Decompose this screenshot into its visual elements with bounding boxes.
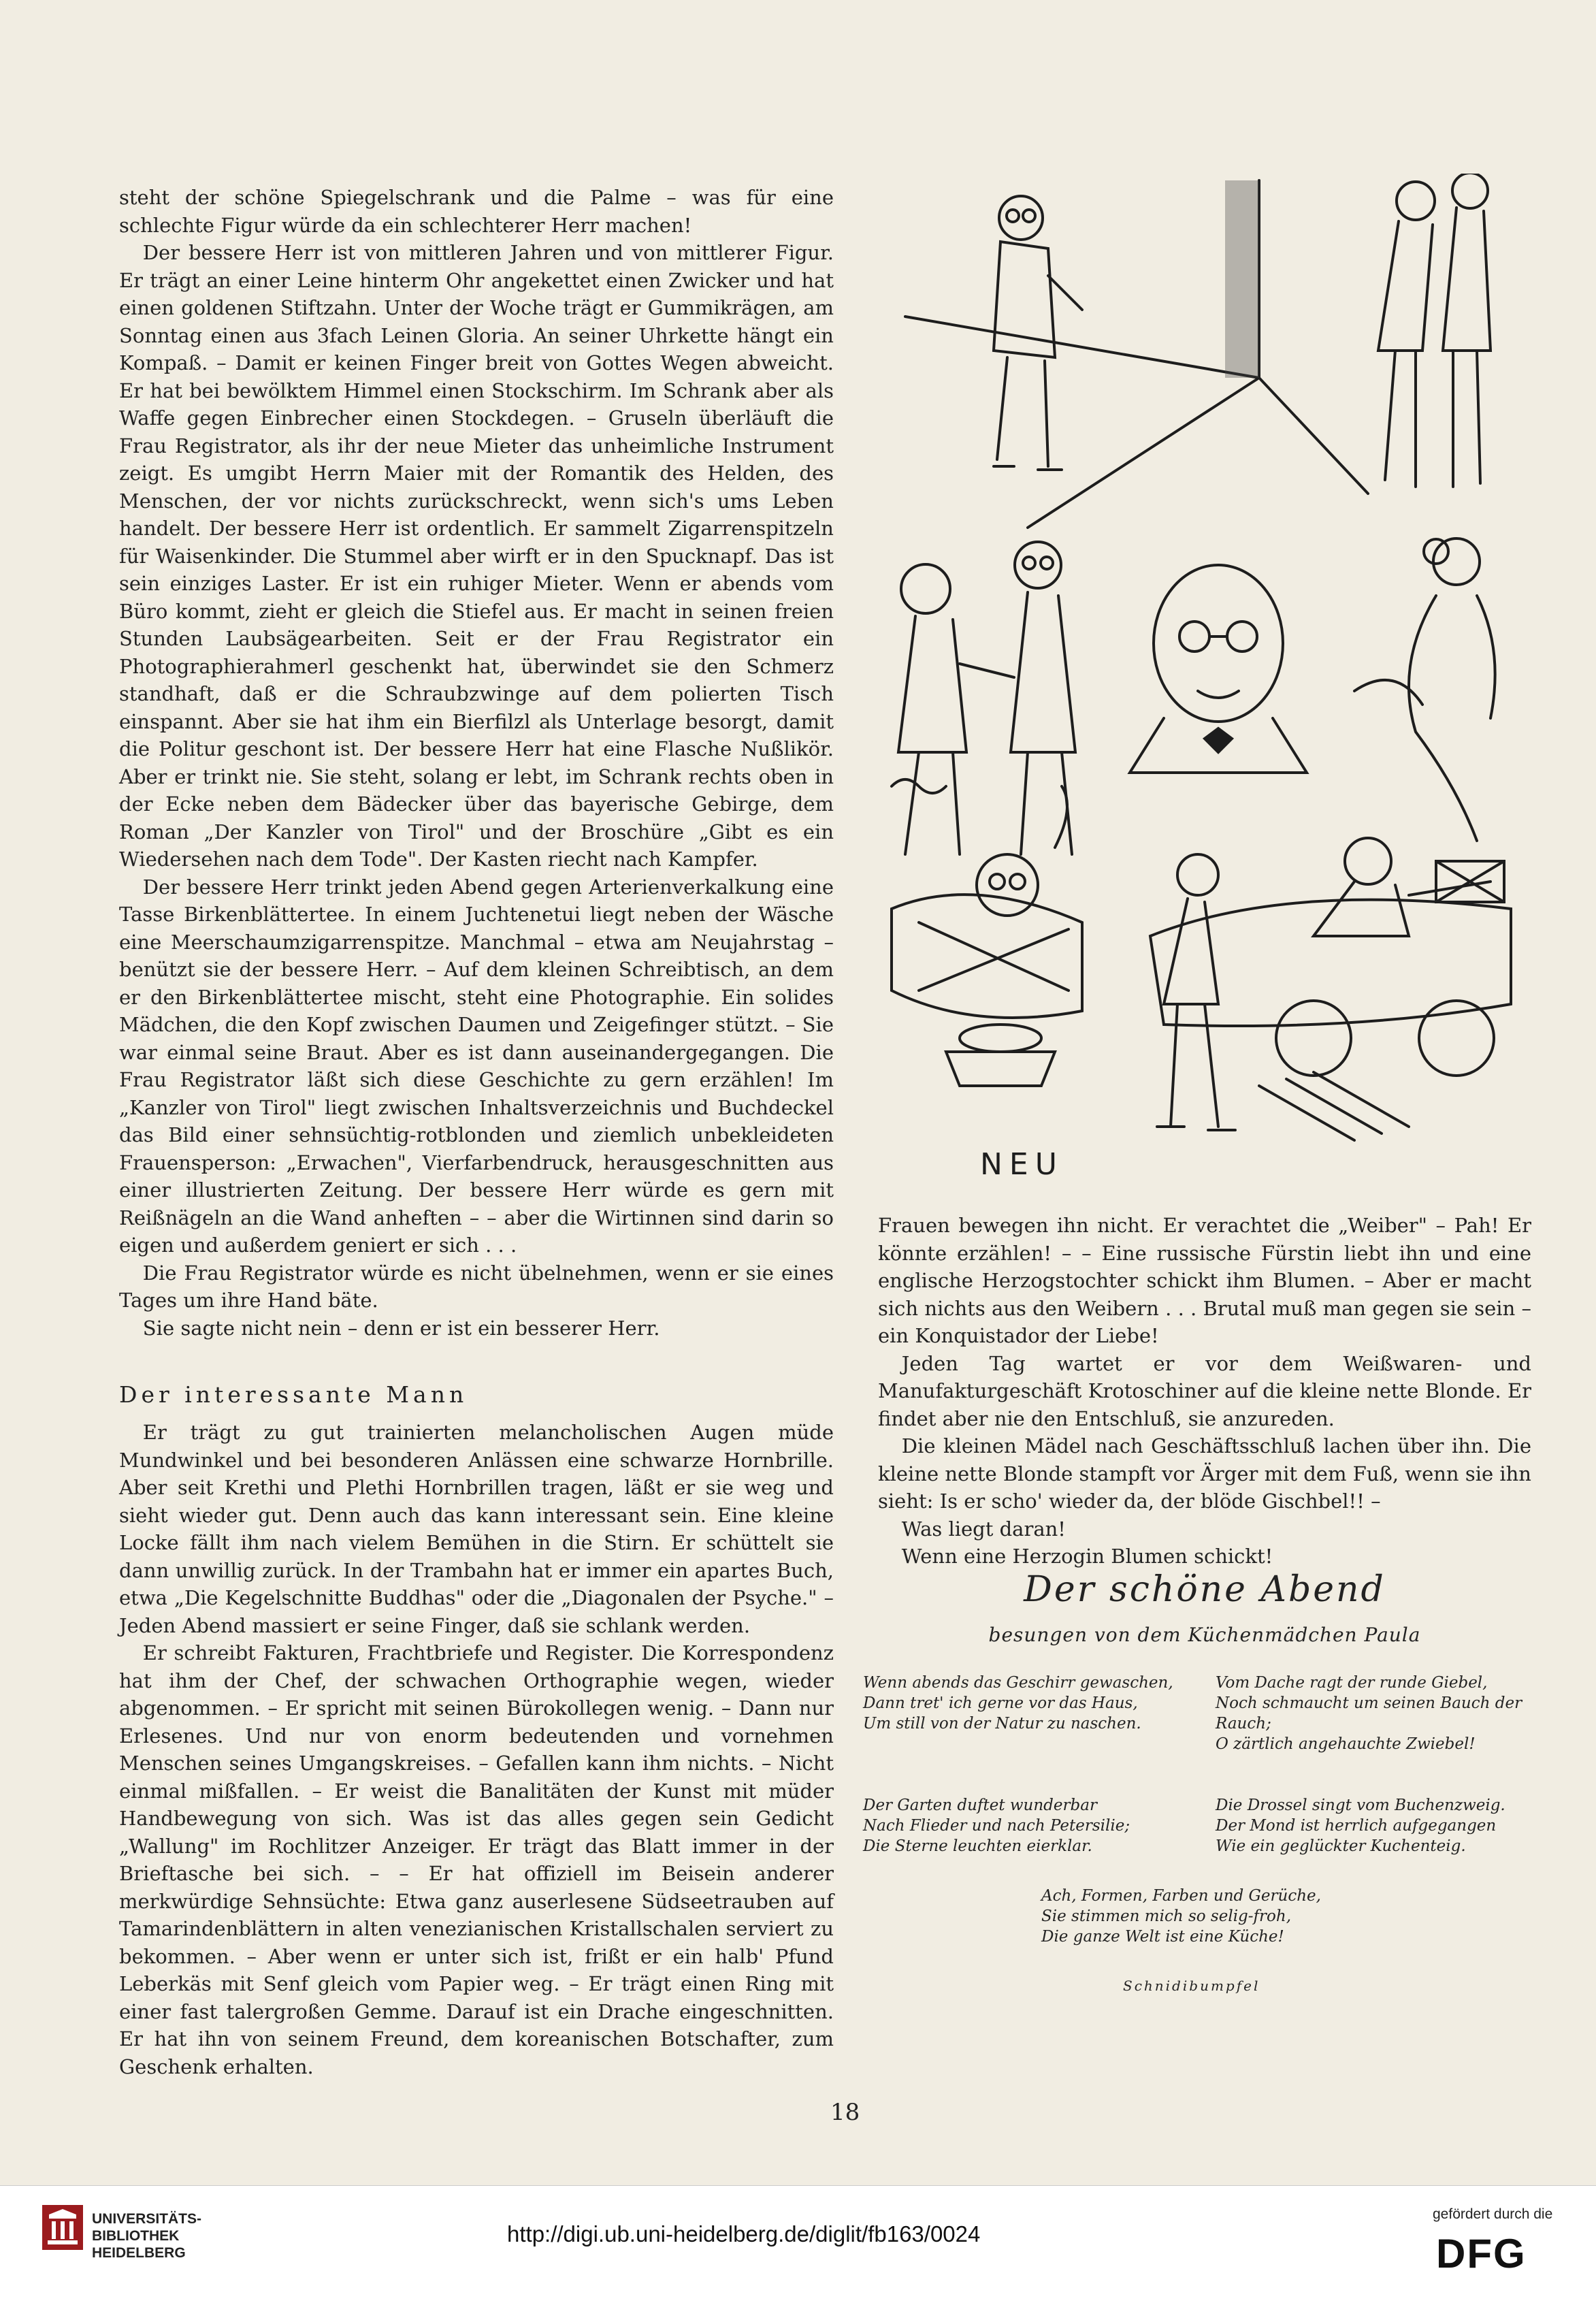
poem-stanza: Der Garten duftet wunderbar Nach Flieder und nach Petersilie; Die Sterne leuchten eierklar.: [863, 1797, 1130, 1855]
paragraph: Wenn eine Herzogin Blumen schickt!: [901, 1545, 1273, 1568]
paragraph: Sie sagte nicht nein – denn er ist ein besserer Herr.: [142, 1316, 660, 1340]
footer-bar: [0, 2185, 1596, 2303]
paragraph: Er trägt zu gut trainierten melancholischen Augen müde Mundwinkel und bei besonderen Anlässen eine schwarze Hornbrille. Aber seit Krethi und Plethi Hornbrillen tragen, läßt er sie weg und sieht wieder gut. Denn auch das kann interessant sein. Eine kleine Locke fällt ihm nach vielem Bemühen in die Stirn. Er schüttelt sie dann unwillig zurück. In der Trambahn hat er immer ein apartes Buch, etwa „Die Kegelschnitte Buddhas" oder die „Diagonalen der Psyche." – Jeden Abend massiert er seine Finger, daß sie schlank werden.: [119, 1421, 834, 1637]
caricature-illustration: [878, 174, 1531, 1195]
paragraph: steht der schöne Spiegelschrank und die Palme – was für eine schlechte Figur würde da ein schlechterer Herr machen!: [119, 186, 834, 237]
paragraph: Frauen bewegen ihn nicht. Er verachtet die „Weiber" – Pah! Er könnte erzählen! – – Eine russische Fürstin liebt ihn und eine englische Herzogstochter schickt ihm Blumen. – Aber er macht sich nichts aus den Weibern . . . Brutal muß man gegen sie sein – ein Konquistador der Liebe!: [878, 1214, 1531, 1347]
university-library-logo-icon: [42, 2205, 83, 2250]
source-url-link[interactable]: http://digi.ub.uni-heidelberg.de/diglit/fb163/0024: [507, 2221, 981, 2246]
paragraph: Was liegt daran!: [901, 1517, 1066, 1541]
funded-by-label: gefördert durch die: [1433, 2206, 1553, 2222]
paragraph: Die kleinen Mädel nach Geschäftsschluß lachen über ihn. Die kleine nette Blonde stampft vor Ärger mit dem Fuß, wenn sie ihn sieht: Is er scho' wieder da, der blöde Gischbel!! –: [878, 1434, 1531, 1513]
dfg-logo: DFG: [1436, 2231, 1527, 2276]
paragraph: Die Frau Registrator würde es nicht übelnehmen, wenn er sie eines Tages um ihre Hand bäte.: [119, 1261, 834, 1312]
paragraph: Jeden Tag wartet er vor dem Weißwaren- und Manufakturgeschäft Krotoschiner auf die kleine nette Blonde. Er findet aber nie den Entschluß, sie anzureden.: [878, 1351, 1531, 1430]
library-name-line: BIBLIOTHEK: [92, 2228, 180, 2244]
poem-stanza: Die Drossel singt vom Buchenzweig. Der Mond ist herrlich aufgegangen Wie ein geglückter Kuchenteig.: [1216, 1797, 1505, 1855]
illustration-drawing: [878, 174, 1531, 1195]
illustration-signature: NEU: [980, 1147, 1064, 1182]
poem-subtitle: besungen von dem Küchenmädchen Paula: [988, 1624, 1421, 1646]
library-name: [92, 2210, 201, 2261]
poem-author: Schnidibumpfel: [1123, 1978, 1260, 1994]
poem-stanza: Ach, Formen, Farben und Gerüche, Sie stimmen mich so selig-froh, Die ganze Welt ist eine Küche!: [1041, 1887, 1321, 1946]
paragraph: Er schreibt Fakturen, Frachtbriefe und Register. Die Korrespondenz hat ihm der Chef, der schwachen Orthographie wegen, wieder abgenommen. – Er spricht mit seinen Bürokollegen wenig. – Dann nur Erlesenes. Und nur von enorm bedeutenden und vornehmen Menschen seines Umgangskreises. – Gefallen kann ihm nichts. – Nicht einmal mißfallen. – Er weist die Banalitäten der Kunst mit müder Handbewegung von sich. Was ist das alles gegen sein Gedicht „Wallung" im Rochlitzer Anzeiger. Er trägt das Blatt immer in der Brieftasche bei sich. – – Er hat offiziell im Beisein anderer merkwürdige Sehnsüchte: Etwa ganz auserlesene Südseetrauben auf Tamarindenblättern in alten venezianischen Kristallschalen serviert zu bekommen. – Aber wenn er unter sich ist, frißt er ein halb' Pfund Leberkäs mit Senf gleich vom Papier weg. – Er trägt einen Ring mit einer fast talergroßen Gemme. Darauf ist ein Drache eingeschnitten. Er hat ihn von seinem Freund, dem koreanischen Botschafter, zum Geschenk erhalten.: [119, 1641, 834, 2078]
poem-stanza: Vom Dache ragt der runde Giebel, Noch schmaucht um seinen Bauch der Rauch; O zärtlich angehauchte Zwiebel!: [1216, 1674, 1522, 1753]
library-name-line: HEIDELBERG: [92, 2245, 186, 2261]
poem-stanza: Wenn abends das Geschirr gewaschen, Dann tret' ich gerne vor das Haus, Um still von der Natur zu naschen.: [863, 1674, 1173, 1733]
poem-title: Der schöne Abend: [1024, 1569, 1386, 1610]
library-name-line: UNIVERSITÄTS-: [92, 2211, 202, 2227]
page-number: 18: [830, 2099, 860, 2126]
right-column: [878, 1212, 1531, 1571]
paragraph: Der bessere Herr ist von mittleren Jahren und von mittlerer Figur. Er trägt an einer Leine hinterm Ohr angekettet einen Zwicker und hat einen goldenen Stiftzahn. Unter der Woche trägt er Gummikrägen, am Sonntag einen aus 3fach Leinen Gloria. An seiner Uhrkette hängt ein Kompaß. – Damit er keinen Finger breit von Gottes Wegen abweicht. Er hat bei bewölktem Himmel einen Stockschirm. Im Schrank aber als Waffe gegen Einbrecher einen Stockdegen. – Gruseln überläuft die Frau Registrator, als ihr der neue Mieter das unheimliche Instrument zeigt. Es umgibt Herrn Maier mit der Romantik des Helden, des Menschen, der vor nichts zurückschreckt, wenn sich's ums Leben handelt. Der bessere Herr ist ordentlich. Er sammelt Zigarrenspitzeln für Waisenkinder. Die Stummel aber wirft er in den Spucknapf. Das ist sein einziges Laster. Er ist ein ruhiger Mieter. Wenn er abends vom Büro kommt, zieht er gleich die Stiefel aus. Er macht in seinen freien Stunden Laubsägearbeiten. Seit er der Frau Registrator ein Photographierahmerl geschenkt hat, überwindet sie den Schmerz standhaft, daß er die Schraubzwinge auf dem polierten Tisch einspannt. Aber sie hat ihm ein Bierfilzl als Unterlage besorgt, damit die Politur geschont ist. Der bessere Herr hat eine Flasche Nußlikör. Aber er trinkt nie. Sie steht, solang er lebt, im Schrank rechts oben in der Ecke neben dem Bädecker über das bayerische Gebirge, dem Roman „Der Kanzler von Tirol" und der Broschüre „Gibt es ein Wiedersehen nach dem Tode". Der Kasten riecht nach Kampfer.: [119, 241, 834, 871]
left-column: [119, 184, 834, 2080]
paragraph: Der bessere Herr trinkt jeden Abend gegen Arterienverkalkung eine Tasse Birkenblättertee. In einem Juchtenetui liegt neben der Wäsche eine Meerschaumzigarrenspitze. Manchmal – etwa am Neujahrstag – benützt sie der bessere Herr. – Auf dem kleinen Schreibtisch, an dem er den Birkenblättertee mischt, steht eine Photographie. Ein solides Mädchen, die den Kopf zwischen Daumen und Zeigefinger stützt. – Sie war einmal seine Braut. Aber es ist dann auseinandergegangen. Die Frau Registrator läßt sich diese Geschichte zu gern erzählen! Im „Kanzler von Tirol" liegt zwischen Inhaltsverzeichnis und Buchdeckel das Bild einer sehnsüchtig-rotblonden und ziemlich unbekleideten Frauensperson: „Erwachen", Vierfarbendruck, herausgeschnitten aus einer illustrierten Zeitung. Der bessere Herr würde es gern mit Reißnägeln an die Wand anheften – – aber die Wirtinnen sind darin so eigen und außerdem geniert er sich . . .: [119, 875, 834, 1257]
section-title: Der interessante Mann: [119, 1381, 468, 1408]
